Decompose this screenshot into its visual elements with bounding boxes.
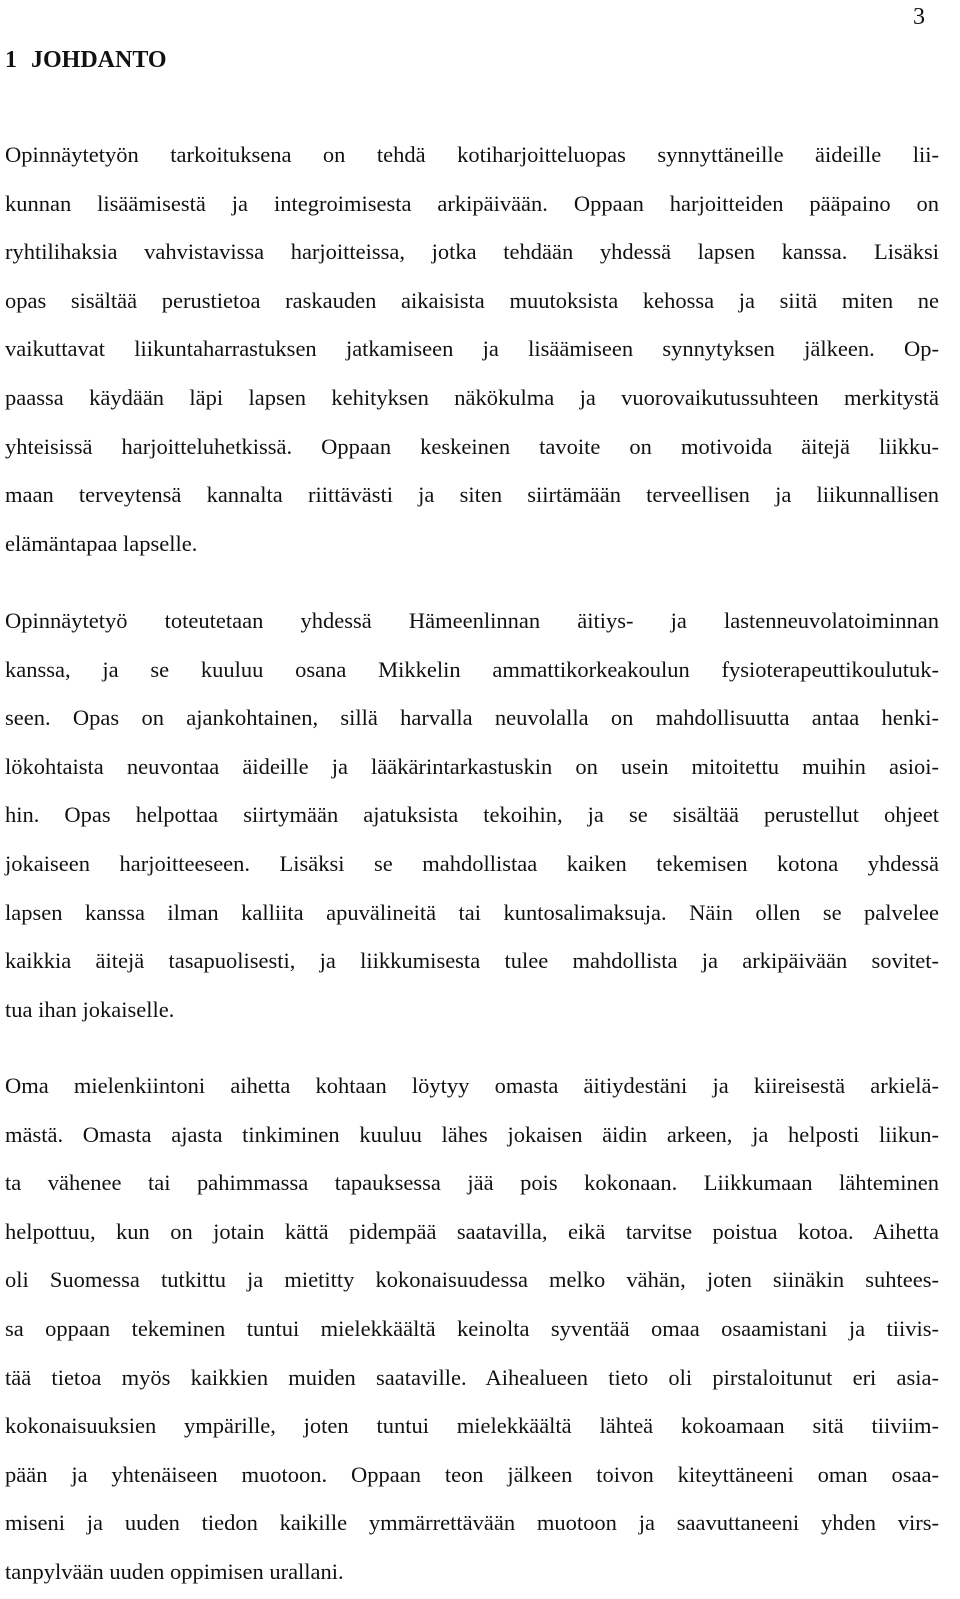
text-line: kokonaisuuksien ympärille, joten tuntui mielekkäältä lähteä kokoamaan sitä tiiviim-	[5, 1413, 939, 1439]
text-line: oli Suomessa tutkittu ja mietitty kokonaisuudessa melko vähän, joten siinäkin suhtees-	[5, 1267, 939, 1293]
text-line: seen. Opas on ajankohtainen, sillä harvalla neuvolalla on mahdollisuutta antaa henki-	[5, 705, 939, 731]
text-line: jokaiseen harjoitteeseen. Lisäksi se mahdollistaa kaiken tekemisen kotona yhdessä	[5, 850, 939, 876]
text-line: kunnan lisäämisestä ja integroimisesta arkipäivään. Oppaan harjoitteiden pääpaino on	[5, 190, 939, 216]
text-line: mästä. Omasta ajasta tinkiminen kuuluu lähes jokaisen äidin arkeen, ja helposti liikun-	[5, 1121, 939, 1147]
text-line: tanpylvään uuden oppimisen urallani.	[5, 1558, 344, 1584]
text-line: tää tietoa myös kaikkien muiden saataville. Aihealueen tieto oli pirstaloitunut eri asia-	[5, 1364, 939, 1390]
text-line: maan terveytensä kannalta riittävästi ja siten siirtämään terveellisen ja liikunnallisen	[5, 482, 939, 508]
text-line: kaikkia äitejä tasapuolisesti, ja liikkumisesta tulee mahdollista ja arkipäivään sovitet-	[5, 948, 939, 974]
text-line: ryhtilihaksia vahvistavissa harjoitteissa, jotka tehdään yhdessä lapsen kanssa. Lisäksi	[5, 239, 939, 265]
text-line: opas sisältää perustietoa raskauden aikaisista muutoksista kehossa ja siitä miten ne	[5, 287, 939, 313]
text-line: ta vähenee tai pahimmassa tapauksessa jää pois kokonaan. Liikkumaan lähteminen	[5, 1170, 939, 1196]
text-line: paassa käydään läpi lapsen kehityksen näkökulma ja vuorovaikutussuhteen merkitystä	[5, 384, 939, 410]
section-title: JOHDANTO	[31, 47, 167, 73]
text-line: tua ihan jokaiselle.	[5, 996, 175, 1022]
text-line: miseni ja uuden tiedon kaikille ymmärrettävään muotoon ja saavuttaneeni yhden virs-	[5, 1510, 939, 1536]
text-line: Opinnäytetyö toteutetaan yhdessä Hämeenlinnan äitiys- ja lastenneuvolatoiminnan	[5, 608, 939, 633]
text-line: hin. Opas helpottaa siirtymään ajatuksista tekoihin, ja se sisältää perustellut ohjeet	[5, 802, 939, 828]
text-line: elämäntapaa lapselle.	[5, 530, 198, 556]
paragraph-3	[5, 1062, 939, 1597]
text-line: Oma mielenkiintoni aihetta kohtaan löytyy omasta äitiydestäni ja kiireisestä arkielä-	[5, 1073, 939, 1098]
paragraph-1	[5, 131, 939, 568]
paragraph-2	[5, 597, 939, 1034]
text-line: helpottuu, kun on jotain kättä pidempää saatavilla, eikä tarvitse poistua kotoa. Aihetta	[5, 1218, 939, 1244]
text-line: sa oppaan tekeminen tuntui mielekkäältä keinolta syventää omaa osaamistani ja tiivis-	[5, 1315, 939, 1341]
text-line: vaikuttavat liikuntaharrastuksen jatkamiseen ja lisäämiseen synnytyksen jälkeen. Op-	[5, 336, 939, 362]
section-heading	[5, 44, 167, 76]
text-line: lökohtaista neuvontaa äideille ja lääkärintarkastuskin on usein mitoitettu muihin asioi-	[5, 753, 939, 779]
text-line: Opinnäytetyön tarkoituksena on tehdä kotiharjoitteluopas synnyttäneille äideille lii-	[5, 142, 939, 167]
section-number: 1	[5, 47, 17, 73]
text-line: yhteisissä harjoitteluhetkissä. Oppaan keskeinen tavoite on motivoida äitejä liikku-	[5, 433, 939, 459]
text-line: lapsen kanssa ilman kalliita apuvälineitä tai kuntosalimaksuja. Näin ollen se palvelee	[5, 899, 939, 925]
text-line: pään ja yhtenäiseen muotoon. Oppaan teon jälkeen toivon kiteyttäneeni oman osaa-	[5, 1461, 939, 1487]
text-line: kanssa, ja se kuuluu osana Mikkelin ammattikorkeakoulun fysioterapeuttikoulutuk-	[5, 656, 939, 682]
page-number: 3	[913, 4, 925, 30]
